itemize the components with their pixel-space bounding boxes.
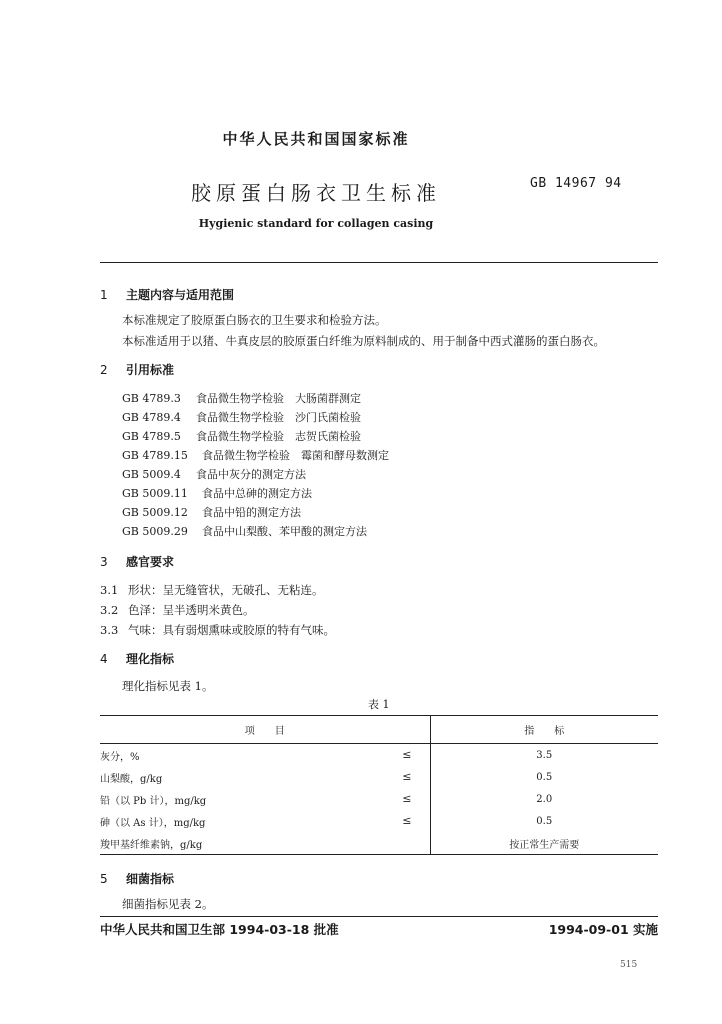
item-text: 色泽：呈半透明米黄色。 [128,603,255,617]
item-text: 形状：呈无缝管状，无破孔、无粘连。 [128,583,324,597]
page-number: 515 [620,960,638,970]
header-divider [100,262,658,263]
table-row [100,766,658,788]
reference-item [122,447,389,463]
section-1-paragraph-2: 本标准适用于以猪、牛真皮层的胶原蛋白纤维为原料制成的、用于制备中西式灌肠的蛋白肠衣。 [122,334,605,348]
reference-code: GB 4789.4 [122,411,181,424]
table-caption: 表 1 [368,698,390,711]
document-title: 胶原蛋白肠衣卫生标准 [191,181,441,205]
standard-category: 中华人民共和国国家标准 [222,130,410,148]
section-3-heading [100,553,174,570]
table-row [100,744,658,767]
reference-code: GB 5009.4 [122,468,181,481]
reference-code: GB 5009.12 [122,506,188,519]
sensory-item [100,602,255,618]
section-4-paragraph: 理化指标见表 1。 [122,679,214,693]
row-operator: ≤ [402,748,412,761]
section-title: 细菌指标 [126,872,175,886]
row-item: 灰分，% [100,751,140,763]
sensory-item [100,622,335,638]
table-row [100,788,658,810]
section-title: 引用标准 [126,363,175,377]
reference-name: 食品中铅的测定方法 [202,506,301,519]
row-operator: ≤ [402,792,412,805]
reference-code: GB 4789.15 [122,449,188,462]
item-text: 气味：具有弱烟熏味或胶原的特有气味。 [128,623,335,637]
section-number: 3 [100,555,108,569]
row-value: 0.5 [430,810,658,832]
item-number: 3.2 [100,603,119,617]
row-operator: ≤ [402,814,412,827]
row-item: 羧甲基纤维素钠，g/kg [100,839,203,851]
table-header-row [100,716,658,744]
footer-divider [100,916,658,917]
table-row [100,810,658,832]
row-operator: ≤ [402,770,412,783]
section-4-heading [100,650,174,667]
reference-item [122,390,361,406]
reference-code: GB 4789.3 [122,392,181,405]
sensory-item [100,582,324,598]
section-2-heading [100,361,174,378]
reference-code: GB 4789.5 [122,430,181,443]
physicochemical-table [100,715,658,855]
row-value: 2.0 [430,788,658,810]
section-5-heading [100,870,174,887]
section-number: 5 [100,872,108,886]
section-title: 理化指标 [126,652,175,666]
row-item: 砷（以 As 计），mg/kg [100,817,206,829]
reference-item [122,409,361,425]
row-item: 铅（以 Pb 计），mg/kg [100,795,207,807]
effective-date: 1994-09-01 实施 [548,922,658,937]
table-row [100,832,658,855]
item-number: 3.3 [100,623,119,637]
row-value: 0.5 [430,766,658,788]
reference-name: 食品中灰分的测定方法 [196,468,306,481]
reference-name: 食品中山梨酸、苯甲酸的测定方法 [202,525,367,538]
reference-name: 食品微生物学检验 霉菌和酵母数测定 [202,449,389,462]
section-number: 2 [100,363,108,377]
row-value: 按正常生产需要 [430,832,658,855]
reference-item [122,523,367,539]
section-number: 1 [100,288,108,302]
table-header-value: 指 标 [430,716,658,744]
reference-item [122,485,312,501]
reference-item [122,428,361,444]
reference-item [122,504,301,520]
row-value: 3.5 [430,744,658,767]
row-item: 山梨酸，g/kg [100,773,163,785]
reference-name: 食品中总砷的测定方法 [202,487,312,500]
section-5-paragraph: 细菌指标见表 2。 [122,897,214,911]
section-number: 4 [100,652,108,666]
item-number: 3.1 [100,583,119,597]
reference-name: 食品微生物学检验 沙门氏菌检验 [196,411,361,424]
section-1-paragraph-1: 本标准规定了胶原蛋白肠衣的卫生要求和检验方法。 [122,313,387,327]
document-title-english: Hygienic standard for collagen casing [198,217,434,230]
table-header-item: 项 目 [100,716,430,744]
reference-code: GB 5009.11 [122,487,188,500]
reference-code: GB 5009.29 [122,525,188,538]
reference-item [122,466,306,482]
section-title: 主题内容与适用范围 [126,288,235,302]
approval-info: 中华人民共和国卫生部 1994-03-18 批准 [100,922,339,937]
reference-name: 食品微生物学检验 大肠菌群测定 [196,392,361,405]
reference-name: 食品微生物学检验 志贺氏菌检验 [196,430,361,443]
standard-code: GB 14967 94 [530,176,622,191]
section-title: 感官要求 [126,555,175,569]
section-1-heading [100,286,234,303]
